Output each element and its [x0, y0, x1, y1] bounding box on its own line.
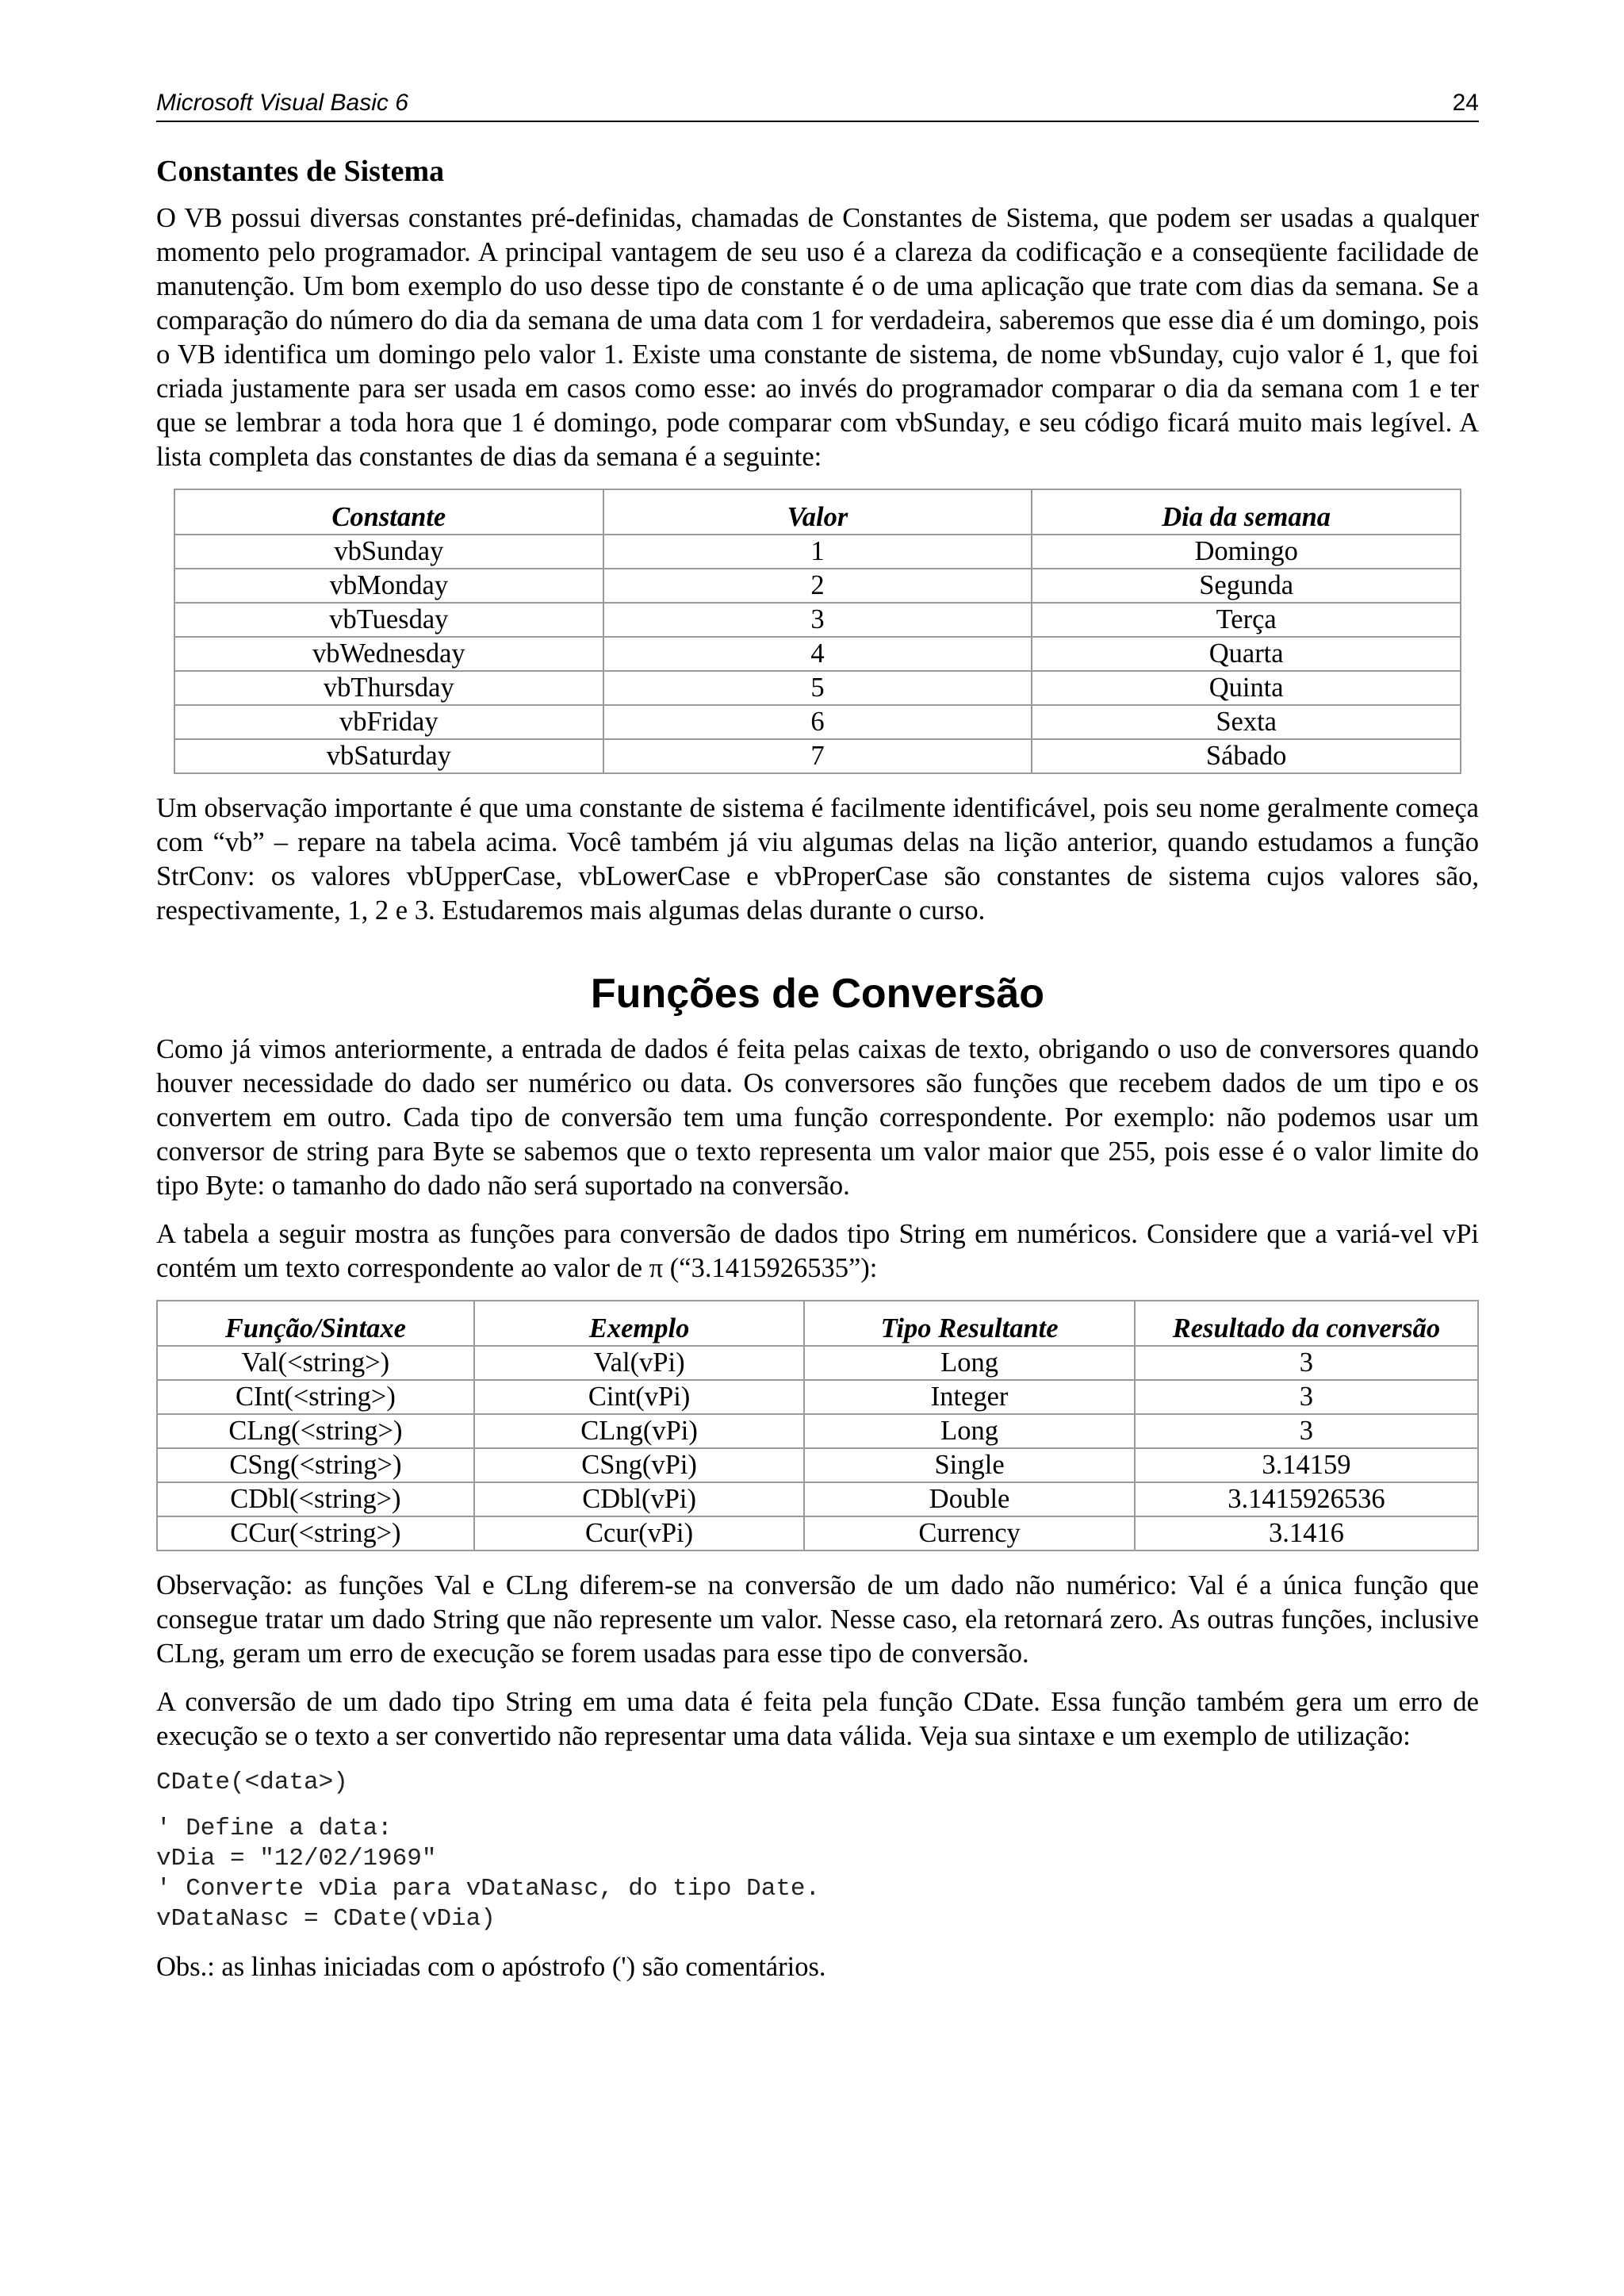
table-cell: 3 — [603, 603, 1032, 637]
table-cell: vbSunday — [174, 535, 603, 569]
section-heading-constantes: Constantes de Sistema — [156, 155, 445, 188]
paragraph-observacao-val-clng: Observação: as funções Val e CLng diferem-se na conversão de um dado não numérico: Val é a única função que consegue tratar um dado String que não represente um valor. Nesse caso, ela retornará zero. As outras funções, inclusive CLng, geram um erro de execução se forem usadas para esse tipo de conversão. — [156, 1570, 1479, 1669]
table-cell: 3.1415926536 — [1135, 1482, 1478, 1516]
column-header: Exemplo — [474, 1301, 805, 1346]
table-row — [174, 603, 1461, 637]
table-cell: vbWednesday — [174, 637, 603, 671]
table-cell: 6 — [603, 705, 1032, 739]
constants-table — [174, 489, 1461, 774]
table-cell: Currency — [804, 1516, 1135, 1550]
table-cell: Cint(vPi) — [474, 1380, 805, 1414]
table-cell: 3 — [1135, 1414, 1478, 1448]
table-cell: CSng(vPi) — [474, 1448, 805, 1482]
column-header: Tipo Resultante — [804, 1301, 1135, 1346]
table-cell: CCur(<string>) — [157, 1516, 474, 1550]
table-cell: Sexta — [1032, 705, 1461, 739]
conversion-table — [156, 1300, 1479, 1551]
table-cell: Val(vPi) — [474, 1346, 805, 1380]
table-cell: CLng(vPi) — [474, 1414, 805, 1448]
table-cell: CInt(<string>) — [157, 1380, 474, 1414]
table-row — [174, 535, 1461, 569]
column-header: Valor — [603, 489, 1032, 535]
column-header: Resultado da conversão — [1135, 1301, 1478, 1346]
table-cell: vbTuesday — [174, 603, 603, 637]
table-cell: 1 — [603, 535, 1032, 569]
table-cell: CSng(<string>) — [157, 1448, 474, 1482]
table-cell: Single — [804, 1448, 1135, 1482]
page-number: 24 — [1452, 90, 1479, 116]
table-cell: 2 — [603, 569, 1032, 603]
table-cell: Quarta — [1032, 637, 1461, 671]
table-cell: 5 — [603, 671, 1032, 705]
code-example: ' Define a data: vDia = "12/02/1969" ' Converte vDia para vDataNasc, do tipo Date. vDataNasc = CDate(vDia) — [156, 1814, 821, 1933]
column-header: Dia da semana — [1032, 489, 1461, 535]
table-cell: Ccur(vPi) — [474, 1516, 805, 1550]
table-cell: 3.1416 — [1135, 1516, 1478, 1550]
paragraph-conversao-tabela: A tabela a seguir mostra as funções para conversão de dados tipo String em numéricos. Considere que a variá-vel vPi contém um texto correspondente ao valor de π (“3.1415926535”): — [156, 1218, 1479, 1283]
table-cell: Sábado — [1032, 739, 1461, 773]
table-row — [157, 1380, 1478, 1414]
table-cell: CDbl(<string>) — [157, 1482, 474, 1516]
paragraph-constantes-intro: O VB possui diversas constantes pré-definidas, chamadas de Constantes de Sistema, que podem ser usadas a qualquer momento pelo programador. A principal vantagem de seu uso é a clareza da codificação e a conseqüente facilidade de manutenção. Um bom exemplo do uso desse tipo de constante é o de uma aplicação que trate com dias da semana. Se a comparação do número do dia da semana de uma data com 1 for verdadeira, saberemos que esse dia é um domingo, pois o VB identifica um domingo pelo valor 1. Existe uma constante de sistema, de nome vbSunday, cujo valor é 1, que foi criada justamente para ser usada em casos como esse: ao invés do programador comparar o dia da semana com 1 e ter que se lembrar a toda hora que 1 é domingo, pode comparar com vbSunday, e seu código ficará muito mais legível. A lista completa das constantes de dias da semana é a seguinte: — [156, 202, 1479, 472]
table-cell: 7 — [603, 739, 1032, 773]
table-cell: CLng(<string>) — [157, 1414, 474, 1448]
document-page — [156, 89, 1479, 1999]
table-cell: Long — [804, 1414, 1135, 1448]
table-cell: 4 — [603, 637, 1032, 671]
table-cell: Quinta — [1032, 671, 1461, 705]
table-cell: Terça — [1032, 603, 1461, 637]
table-row — [174, 569, 1461, 603]
table-cell: Val(<string>) — [157, 1346, 474, 1380]
table-header-row — [174, 489, 1461, 535]
table-cell: vbMonday — [174, 569, 603, 603]
header-title: Microsoft Visual Basic 6 — [156, 90, 408, 116]
paragraph-comment-note: Obs.: as linhas iniciadas com o apóstrofo (') são comentários. — [156, 1951, 826, 1982]
column-header: Função/Sintaxe — [157, 1301, 474, 1346]
table-cell: vbFriday — [174, 705, 603, 739]
table-cell: Double — [804, 1482, 1135, 1516]
table-cell: CDbl(vPi) — [474, 1482, 805, 1516]
table-cell: vbSaturday — [174, 739, 603, 773]
table-cell: Integer — [804, 1380, 1135, 1414]
table-row — [157, 1346, 1478, 1380]
table-cell: Domingo — [1032, 535, 1461, 569]
table-row — [157, 1516, 1478, 1550]
chapter-heading-conversao: Funções de Conversão — [590, 970, 1045, 1017]
table-cell: Segunda — [1032, 569, 1461, 603]
table-cell: 3 — [1135, 1380, 1478, 1414]
column-header: Constante — [174, 489, 603, 535]
paragraph-constantes-observacao: Um observação importante é que uma constante de sistema é facilmente identificável, pois seu nome geralmente começa com “vb” – repare na tabela acima. Você também já viu algumas delas na lição anterior, quando estudamos a função StrConv: os valores vbUpperCase, vbLowerCase e vbProperCase são constantes de sistema cujos valores são, respectivamente, 1, 2 e 3. Estudaremos mais algumas delas durante o curso. — [156, 792, 1479, 926]
table-row — [157, 1448, 1478, 1482]
table-cell: 3 — [1135, 1346, 1478, 1380]
code-syntax: CDate(<data>) — [156, 1768, 348, 1796]
table-row — [174, 637, 1461, 671]
table-row — [174, 671, 1461, 705]
table-row — [157, 1482, 1478, 1516]
table-cell: 3.14159 — [1135, 1448, 1478, 1482]
paragraph-conversao-intro: Como já vimos anteriormente, a entrada de dados é feita pelas caixas de texto, obrigando o uso de conversores quando houver necessidade do dado ser numérico ou data. Os conversores são funções que recebem dados de um tipo e os convertem em outro. Cada tipo de conversão tem uma função correspondente. Por exemplo: não podemos usar um conversor de string para Byte se sabemos que o texto representa um valor maior que 255, pois esse é o valor limite do tipo Byte: o tamanho do dado não será suportado na conversão. — [156, 1033, 1479, 1201]
table-header-row — [157, 1301, 1478, 1346]
table-row — [157, 1414, 1478, 1448]
paragraph-cdate: A conversão de um dado tipo String em uma data é feita pela função CDate. Essa função também gera um erro de execução se o texto a ser convertido não representar uma data válida. Veja sua sintaxe e um exemplo de utilização: — [156, 1686, 1479, 1751]
table-row — [174, 739, 1461, 773]
running-header — [156, 89, 1479, 122]
table-row — [174, 705, 1461, 739]
table-cell: vbThursday — [174, 671, 603, 705]
table-cell: Long — [804, 1346, 1135, 1380]
